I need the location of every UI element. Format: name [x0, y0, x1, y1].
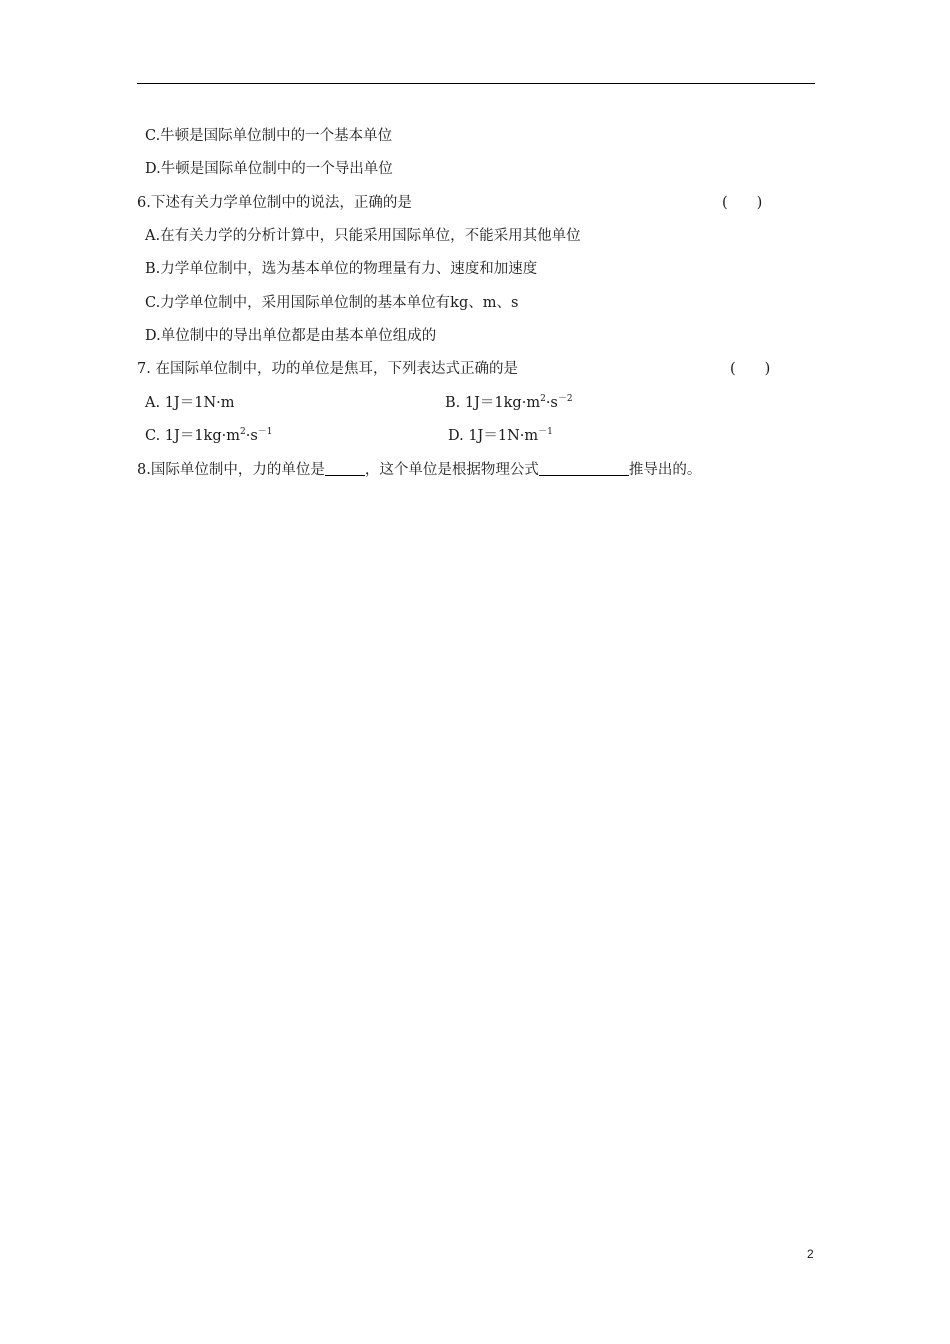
q7-option-c-exp1: 2 — [240, 427, 246, 437]
q7-option-a: A. 1J＝1N·m — [145, 395, 235, 411]
q8-part2: ，这个单位是根据物理公式 — [364, 462, 539, 478]
q7-option-d-exp: －1 — [538, 427, 553, 437]
q7-option-b-main: B. 1J＝1kg·m — [445, 395, 541, 411]
q6-option-b: B.力学单位制中，选为基本单位的物理量有力、速度和加速度 — [145, 261, 538, 277]
q6-option-d: D.单位制中的导出单位都是由基本单位组成的 — [145, 328, 437, 344]
q8-part3: 推导出的。 — [628, 462, 702, 478]
q7-stem: 7. 在国际单位制中，功的单位是焦耳，下列表达式正确的是 — [137, 361, 518, 377]
q7-option-c — [145, 426, 273, 446]
q7-option-b — [445, 393, 573, 413]
q5-option-c: C.牛顿是国际单位制中的一个基本单位 — [145, 128, 393, 144]
q7-option-d-main: D. 1J＝1N·m — [448, 428, 539, 444]
q5-option-d: D.牛顿是国际单位制中的一个导出单位 — [145, 161, 393, 177]
q7-option-d — [448, 426, 553, 446]
q7-option-c-mid: ·s — [245, 428, 258, 444]
q7-option-b-exp1: 2 — [540, 394, 546, 404]
q7-option-b-exp2: －2 — [557, 394, 573, 404]
q6-answer-paren: ( ) — [722, 195, 763, 211]
q8-blank-unit[interactable] — [325, 460, 365, 476]
q8-stem — [137, 460, 701, 480]
q7-answer-paren: ( ) — [730, 361, 771, 377]
q7-option-b-mid: ·s — [545, 395, 558, 411]
q8-part1: 8.国际单位制中，力的单位是 — [137, 462, 325, 478]
q6-option-c: C.力学单位制中，采用国际单位制的基本单位有kg、m、s — [145, 295, 519, 311]
q7-option-c-exp2: －1 — [257, 427, 273, 437]
q6-stem: 6.下述有关力学单位制中的说法，正确的是 — [137, 195, 412, 211]
q6-option-a: A.在有关力学的分析计算中，只能采用国际单位，不能采用其他单位 — [145, 228, 581, 244]
q8-blank-formula[interactable] — [539, 460, 629, 476]
q7-option-c-main: C. 1J＝1kg·m — [145, 428, 240, 444]
header-rule — [137, 83, 815, 84]
page-number: 2 — [807, 1247, 814, 1261]
